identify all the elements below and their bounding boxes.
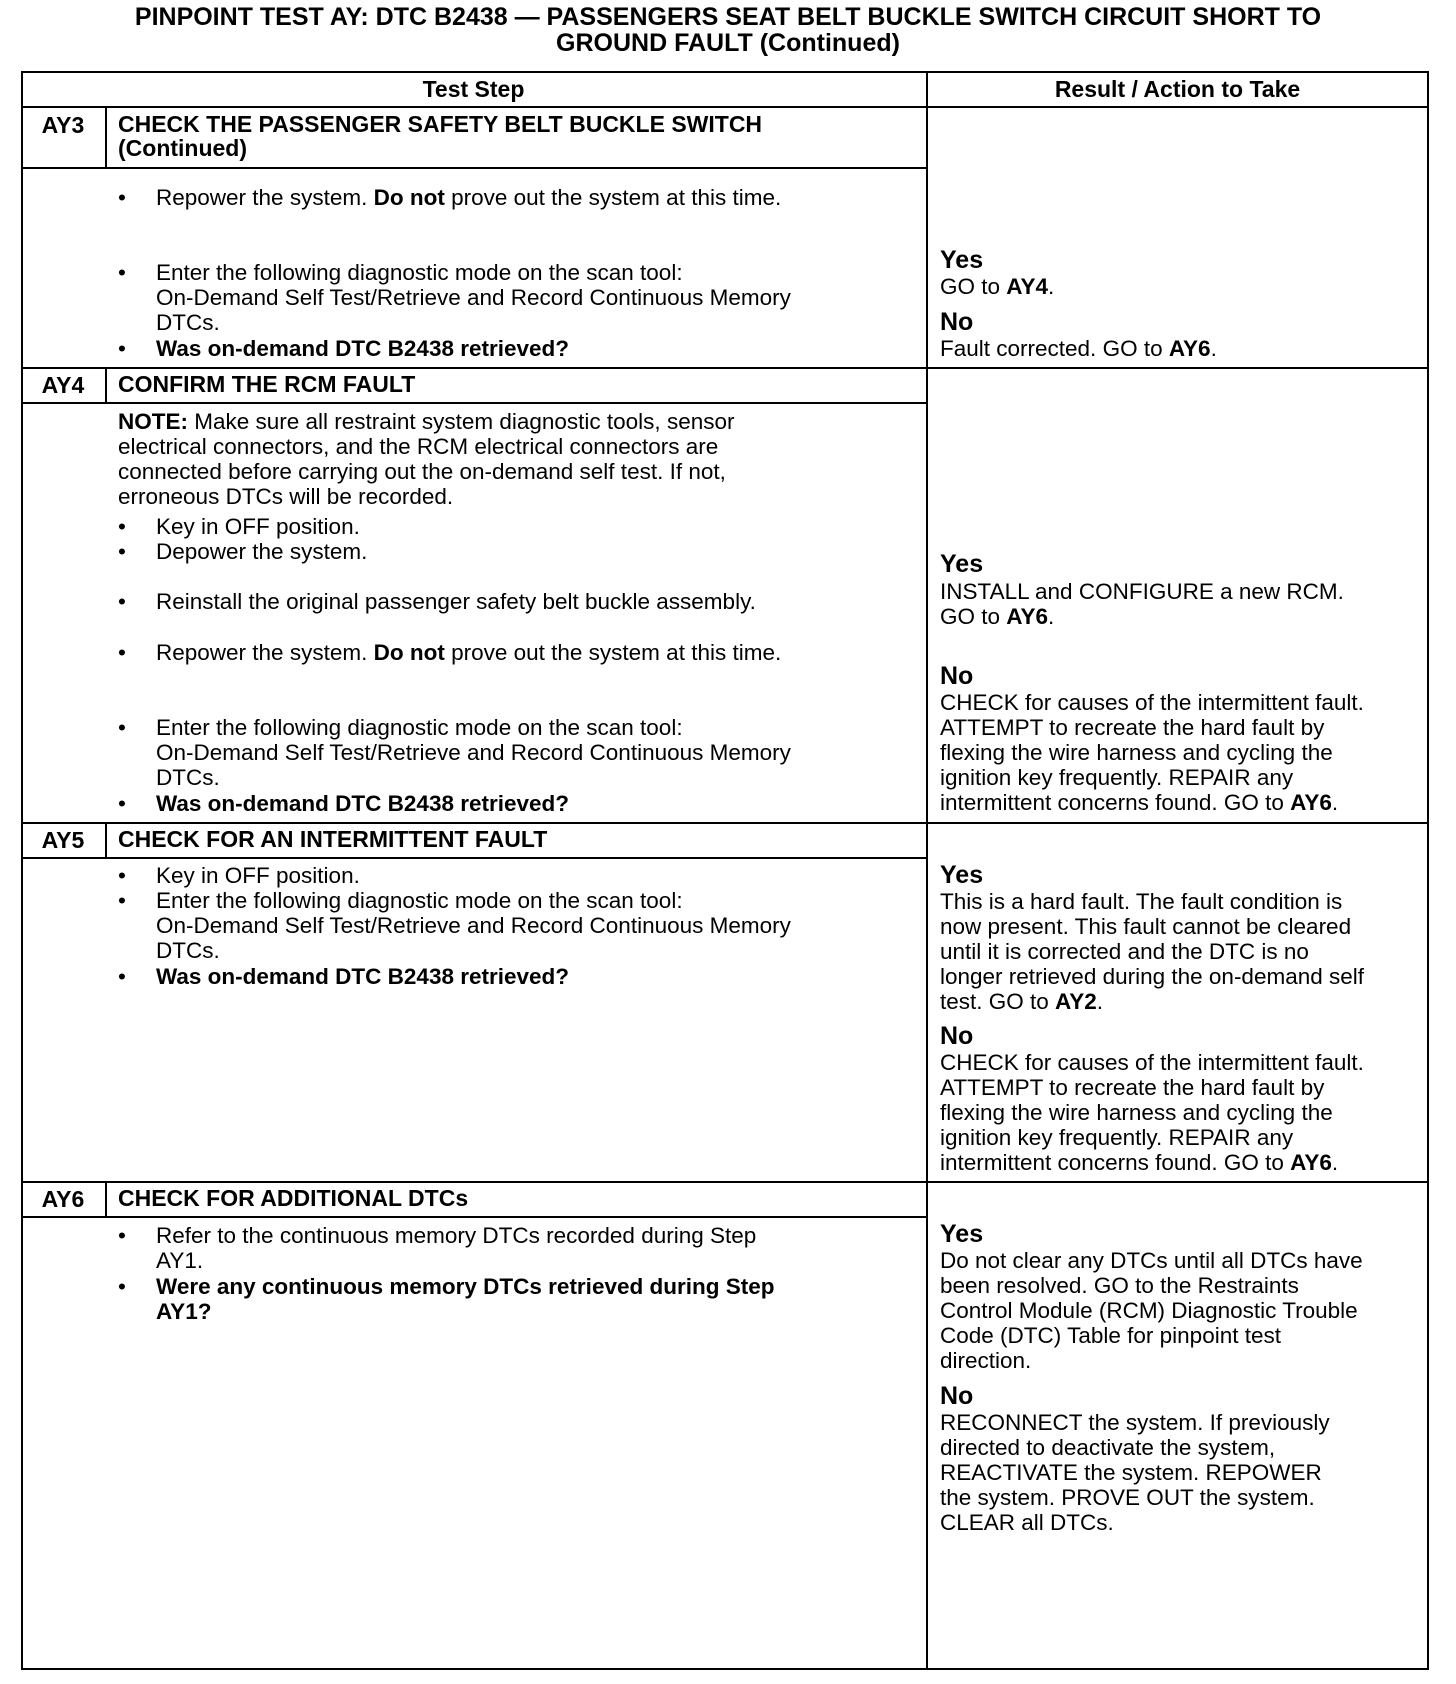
ay3-id-divider [105,106,107,168]
result-text: . [1331,790,1339,815]
result-text: . [1331,1150,1339,1175]
bullet-text: Key in OFF position. [156,514,360,539]
step-question [118,1274,775,1324]
result-text: RECONNECT the system. If previously [940,1410,1330,1435]
bullet-text: DTCs. [156,765,220,790]
ay6-id-divider [105,1181,107,1217]
ay6-title-rule [21,1216,926,1218]
bullet-text: Enter the following diagnostic mode on the scan tool: [156,260,683,285]
bullet-icon: • [118,863,126,888]
result-text: now present. This fault cannot be cleared [940,914,1352,939]
result-text: directed to deactivate the system, [940,1435,1276,1460]
column-divider [926,71,928,1670]
bullet-text: On-Demand Self Test/Retrieve and Record Continuous Memory [156,285,791,310]
step-ref: AY6 [1290,790,1332,815]
ay5-id-divider [105,822,107,858]
result-text: ATTEMPT to recreate the hard fault by [940,1075,1325,1100]
bullet-text: prove out the system at this time. [444,640,782,665]
result-yes-label: Yes [940,861,984,889]
result-no-label: No [940,1382,974,1410]
bullet-icon: • [118,260,126,285]
step-bullet [118,185,782,210]
step-question [118,791,570,816]
bullet-text: Repower the system. [156,640,374,665]
result-yes-label: Yes [940,246,984,274]
bullet-text: On-Demand Self Test/Retrieve and Record Continuous Memory [156,913,791,938]
bullet-icon: • [118,1223,126,1248]
ay5-title-rule [21,857,926,859]
result-no-label: No [940,662,974,690]
title-line-1: PINPOINT TEST AY: DTC B2438 — PASSENGERS SEAT BELT BUCKLE SWITCH CIRCUIT SHORT TO [134,3,1322,31]
step-bullet [118,888,791,963]
bullet-icon: • [118,589,126,614]
result-text: ignition key frequently. REPAIR any [940,1125,1294,1150]
result-text: CHECK for causes of the intermittent fault. [940,1050,1364,1075]
result-text: ignition key frequently. REPAIR any [940,765,1294,790]
page-title [0,4,1456,56]
result-text: longer retrieved during the on-demand self [940,964,1365,989]
note-text: electrical connectors, and the RCM electrical connectors are [118,434,719,459]
result-text: CHECK for causes of the intermittent fault. [940,690,1364,715]
bullet-text: DTCs. [156,938,220,963]
bullet-text: On-Demand Self Test/Retrieve and Record Continuous Memory [156,740,791,765]
result-text: INSTALL and CONFIGURE a new RCM. [940,579,1344,604]
result-no-text [940,1410,1330,1535]
note-text: Make sure all restraint system diagnostic tools, sensor [188,409,735,434]
step-bullet [118,715,791,790]
step-title-line: CHECK THE PASSENGER SAFETY BELT BUCKLE SWITCH [118,111,763,137]
note-text: connected before carrying out the on-demand self test. If not, [118,459,726,484]
step-question [118,964,570,989]
result-yes-text [940,1248,1363,1373]
step-ref: AY6 [1290,1150,1332,1175]
ay4-id-divider [105,367,107,403]
question-text: Was on-demand DTC B2438 retrieved? [156,964,570,989]
result-text: been resolved. GO to the Restraints [940,1273,1299,1298]
result-text: Control Module (RCM) Diagnostic Trouble [940,1298,1358,1323]
bullet-emphasis: Do not [373,640,445,665]
bullet-icon: • [118,888,126,913]
step-id: AY4 [41,372,85,398]
result-text: Code (DTC) Table for pinpoint test [940,1323,1281,1348]
column-header-test-step: Test Step [422,76,525,102]
step-title: CHECK FOR AN INTERMITTENT FAULT [118,826,548,852]
bullet-icon: • [118,185,126,210]
bullet-text: Depower the system. [156,539,368,564]
result-text: . [1048,274,1055,299]
result-yes-label: Yes [940,550,984,578]
step-ref: AY6 [1168,336,1211,361]
question-text: Were any continuous memory DTCs retrieved during Step [156,1274,775,1299]
result-text: intermittent concerns found. GO to [940,790,1291,815]
step-title: CHECK FOR ADDITIONAL DTCs [118,1185,469,1211]
bullet-icon: • [118,964,126,989]
result-text: CLEAR all DTCs. [940,1510,1114,1535]
step-bullet [118,863,360,888]
result-text: the system. PROVE OUT the system. [940,1485,1315,1510]
step-title: CONFIRM THE RCM FAULT [118,371,416,397]
result-text: flexing the wire harness and cycling the [940,1100,1333,1125]
result-text: GO to [940,274,1007,299]
bullet-text: Reinstall the original passenger safety belt buckle assembly. [156,589,756,614]
bullet-icon: • [118,715,126,740]
step-ref: AY2 [1055,989,1097,1014]
step-id: AY3 [41,112,85,138]
result-yes-text [940,274,1054,299]
result-no-label: No [940,308,974,336]
bullet-icon: • [118,1274,126,1299]
result-yes-text [940,889,1364,1014]
result-text: direction. [940,1348,1032,1373]
question-text: AY1? [156,1299,212,1324]
bullet-text: Repower the system. [156,185,374,210]
result-text: Do not clear any DTCs until all DTCs have [940,1248,1363,1273]
result-text: . [1096,989,1104,1014]
result-no-label: No [940,1022,974,1050]
step-bullet [118,260,791,335]
result-text: intermittent concerns found. GO to [940,1150,1291,1175]
step-id: AY5 [41,827,85,853]
question-text: Was on-demand DTC B2438 retrieved? [156,336,570,361]
column-header-result: Result / Action to Take [1054,76,1301,102]
result-text: ATTEMPT to recreate the hard fault by [940,715,1325,740]
bullet-icon: • [118,791,126,816]
row-rule-ay5 [21,822,1429,824]
bullet-icon: • [118,640,126,665]
bullet-text: Enter the following diagnostic mode on the scan tool: [156,888,683,913]
question-text: Was on-demand DTC B2438 retrieved? [156,791,570,816]
step-bullet [118,539,368,564]
result-text: REACTIVATE the system. REPOWER [940,1460,1322,1485]
step-question [118,336,570,361]
result-text: This is a hard fault. The fault condition is [940,889,1343,914]
result-no-text [940,690,1364,815]
result-text: test. GO to [940,989,1056,1014]
result-text: Fault corrected. GO to [940,336,1169,361]
step-ref: AY6 [1006,604,1048,629]
step-bullet [118,589,756,614]
step-note [118,409,734,509]
header-rule [21,106,1429,108]
bullet-text: Enter the following diagnostic mode on the scan tool: [156,715,683,740]
bullet-icon: • [118,336,126,361]
bullet-emphasis: Do not [373,185,445,210]
row-rule-ay4 [21,367,1429,369]
note-text: erroneous DTCs will be recorded. [118,484,454,509]
bullet-icon: • [118,514,126,539]
title-line-2: GROUND FAULT (Continued) [556,29,900,57]
result-text: flexing the wire harness and cycling the [940,740,1333,765]
step-id: AY6 [41,1186,85,1212]
step-title-line: (Continued) [118,135,248,161]
step-bullet [118,514,360,539]
ay4-title-rule [21,402,926,404]
step-bullet [118,1223,757,1273]
result-text: . [1210,336,1217,361]
note-label: NOTE: [118,409,188,434]
result-yes-label: Yes [940,1220,984,1248]
bullet-text: prove out the system at this time. [444,185,782,210]
bullet-text: AY1. [156,1248,204,1273]
step-ref: AY4 [1006,274,1048,299]
result-no-text [940,1050,1364,1175]
result-text: GO to [940,604,1007,629]
bullet-text: Refer to the continuous memory DTCs recorded during Step [156,1223,757,1248]
row-rule-ay6 [21,1181,1429,1183]
result-text: . [1048,604,1055,629]
bullet-icon: • [118,539,126,564]
bullet-text: DTCs. [156,310,220,335]
ay3-title-rule [21,167,926,169]
step-title [118,112,762,160]
result-yes-text [940,579,1344,629]
result-no-text [940,336,1217,361]
bullet-text: Key in OFF position. [156,863,360,888]
step-bullet [118,640,782,665]
result-text: until it is corrected and the DTC is no [940,939,1309,964]
